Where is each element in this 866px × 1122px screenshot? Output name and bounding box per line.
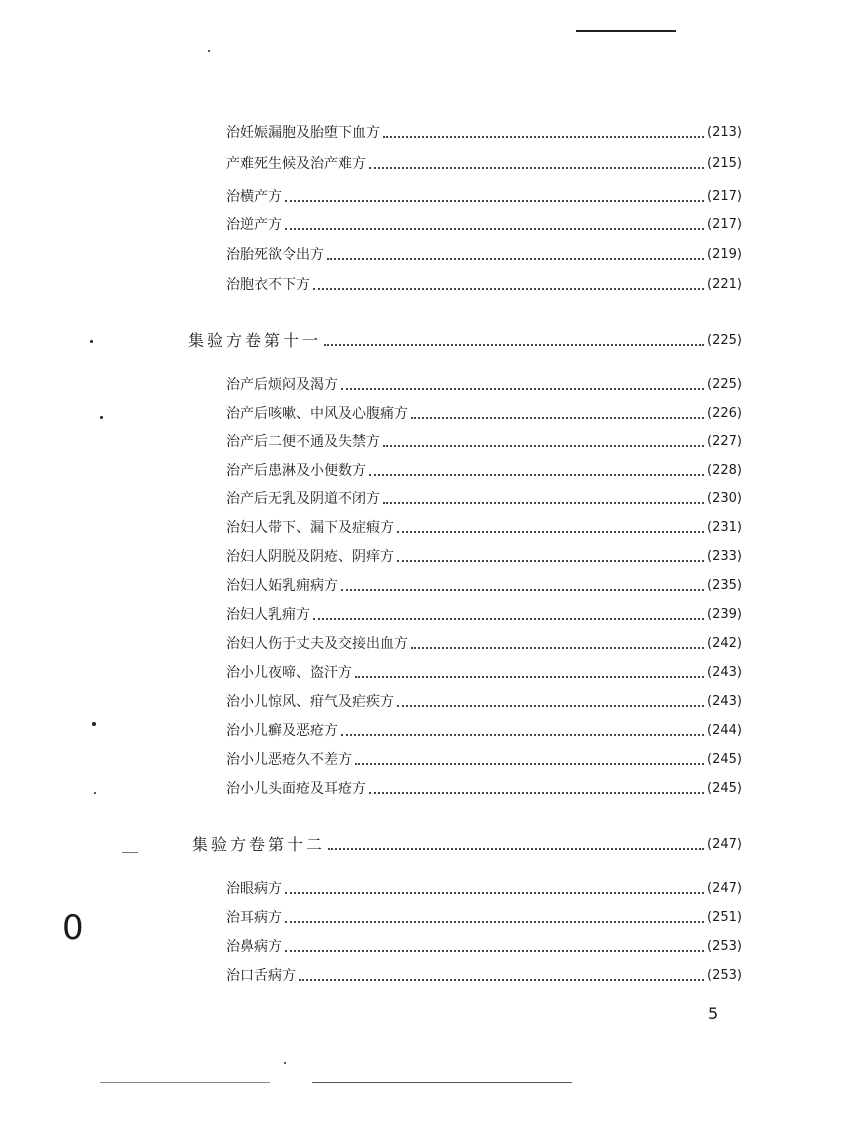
toc-entry[interactable] [226, 660, 742, 682]
dot-leader [285, 226, 704, 230]
toc-entry-title: 治鼻病方 [226, 939, 282, 955]
toc-entry-title: 产难死生候及治产难方 [226, 156, 366, 172]
toc-entry-title: 治产后无乳及阴道不闭方 [226, 491, 380, 507]
dot-leader [327, 256, 704, 260]
toc-entry[interactable] [226, 486, 742, 508]
toc-entry-title: 治小儿恶疮久不差方 [226, 752, 352, 768]
toc-entry-title: 治妇人伤于丈夫及交接出血方 [226, 636, 408, 652]
dot-leader [369, 790, 704, 794]
toc-entry[interactable] [226, 458, 742, 480]
toc-entry-title: 治妊娠漏胞及胎堕下血方 [226, 125, 380, 141]
dot-leader [341, 386, 704, 390]
toc-entry-page: (247) [707, 881, 742, 896]
dot-leader [355, 761, 704, 765]
toc-entry[interactable] [226, 429, 742, 451]
toc-entry-page: (245) [707, 752, 742, 767]
toc-entry-title: 治小儿癣及恶疮方 [226, 723, 338, 739]
toc-entry-page: (213) [707, 125, 742, 140]
dot-leader [285, 919, 704, 923]
toc-entry-title: 治胎死欲令出方 [226, 247, 324, 263]
toc-entry[interactable] [226, 120, 742, 142]
toc-chapter-heading[interactable] [192, 832, 742, 854]
toc-entry-page: (243) [707, 694, 742, 709]
dot-leader [324, 342, 704, 346]
toc-entry-title: 治产后患淋及小便数方 [226, 463, 366, 479]
toc-entry[interactable] [226, 602, 742, 624]
toc-entry-title: 治妇人妬乳痈病方 [226, 578, 338, 594]
toc-entry-title: 治妇人乳痈方 [226, 607, 310, 623]
toc-entry-page: (225) [707, 377, 742, 392]
margin-mark: 0 [62, 908, 84, 948]
toc-entry-title: 治小儿夜啼、盗汗方 [226, 665, 352, 681]
dot-leader [285, 198, 704, 202]
toc-entry-page: (215) [707, 156, 742, 171]
toc-entry-title: 治妇人带下、漏下及症瘕方 [226, 520, 394, 536]
toc-entry-page: (235) [707, 578, 742, 593]
toc-entry[interactable] [226, 631, 742, 653]
dot-leader [313, 616, 704, 620]
toc-chapter-page: (225) [707, 333, 742, 348]
toc-entry-title: 治胞衣不下方 [226, 277, 310, 293]
toc-entry[interactable] [226, 934, 742, 956]
toc-chapter-heading[interactable] [188, 328, 742, 350]
toc-entry[interactable] [226, 776, 742, 798]
scan-speck [208, 50, 210, 52]
toc-entry-page: (231) [707, 520, 742, 535]
toc-entry-page: (242) [707, 636, 742, 651]
toc-chapter-title: 集验方卷第十一 [188, 331, 322, 350]
toc-entry-page: (219) [707, 247, 742, 262]
dot-leader [383, 134, 704, 138]
dot-leader [285, 890, 704, 894]
toc-entry-page: (217) [707, 217, 742, 232]
scan-speck [90, 340, 93, 343]
toc-entry-title: 治产后二便不通及失禁方 [226, 434, 380, 450]
scan-speck [100, 416, 103, 419]
scan-speck [94, 792, 96, 794]
toc-entry[interactable] [226, 184, 742, 206]
dot-leader [341, 732, 704, 736]
toc-entry-page: (227) [707, 434, 742, 449]
toc-entry-title: 治产后烦闷及渴方 [226, 377, 338, 393]
toc-entry-page: (253) [707, 939, 742, 954]
toc-entry[interactable] [226, 151, 742, 173]
toc-entry[interactable] [226, 272, 742, 294]
toc-entry-title: 治眼病方 [226, 881, 282, 897]
toc-entry[interactable] [226, 876, 742, 898]
scan-speck [92, 722, 96, 726]
toc-entry-page: (251) [707, 910, 742, 925]
dot-leader [411, 645, 704, 649]
dot-leader [397, 558, 704, 562]
toc-entry-title: 治产后咳嗽、中风及心腹痛方 [226, 406, 408, 422]
toc-entry[interactable] [226, 544, 742, 566]
toc-entry-title: 治横产方 [226, 189, 282, 205]
dot-leader [355, 674, 704, 678]
dot-leader [397, 529, 704, 533]
dot-leader [369, 472, 704, 476]
toc-entry[interactable] [226, 242, 742, 264]
toc-entry-title: 治口舌病方 [226, 968, 296, 984]
toc-entry[interactable] [226, 963, 742, 985]
toc-entry[interactable] [226, 689, 742, 711]
toc-entry[interactable] [226, 401, 742, 423]
toc-entry[interactable] [226, 573, 742, 595]
toc-entry-page: (221) [707, 277, 742, 292]
scan-artifact-top [576, 30, 676, 32]
toc-chapter-page: (247) [707, 837, 742, 852]
scan-artifact-left [122, 852, 138, 853]
toc-entry-page: (245) [707, 781, 742, 796]
toc-entry[interactable] [226, 372, 742, 394]
scan-speck [284, 1062, 286, 1064]
dot-leader [313, 286, 704, 290]
scan-artifact-bottom [312, 1082, 572, 1083]
toc-entry-page: (228) [707, 463, 742, 478]
dot-leader [383, 500, 704, 504]
toc-entry-title: 治妇人阴脱及阴疮、阴痒方 [226, 549, 394, 565]
toc-entry-title: 治小儿惊风、疳气及疟疾方 [226, 694, 394, 710]
toc-entry-page: (239) [707, 607, 742, 622]
toc-entry[interactable] [226, 905, 742, 927]
toc-entry[interactable] [226, 212, 742, 234]
toc-entry-page: (243) [707, 665, 742, 680]
dot-leader [299, 977, 704, 981]
dot-leader [285, 948, 704, 952]
toc-entry-title: 治小儿头面疮及耳疮方 [226, 781, 366, 797]
dot-leader [341, 587, 704, 591]
toc-entry-page: (226) [707, 406, 742, 421]
scan-artifact-bottom [100, 1082, 270, 1083]
dot-leader [411, 415, 704, 419]
toc-entry[interactable] [226, 747, 742, 769]
toc-entry-title: 治耳病方 [226, 910, 282, 926]
toc-entry-title: 治逆产方 [226, 217, 282, 233]
dot-leader [328, 846, 704, 850]
toc-entry-page: (230) [707, 491, 742, 506]
dot-leader [369, 165, 704, 169]
toc-entry[interactable] [226, 718, 742, 740]
toc-entry[interactable] [226, 515, 742, 537]
toc-entry-page: (253) [707, 968, 742, 983]
toc-entry-page: (233) [707, 549, 742, 564]
dot-leader [397, 703, 704, 707]
dot-leader [383, 443, 704, 447]
toc-entry-page: (217) [707, 189, 742, 204]
toc-entry-page: (244) [707, 723, 742, 738]
page-number: 5 [708, 1004, 719, 1023]
toc-chapter-title: 集验方卷第十二 [192, 835, 326, 854]
